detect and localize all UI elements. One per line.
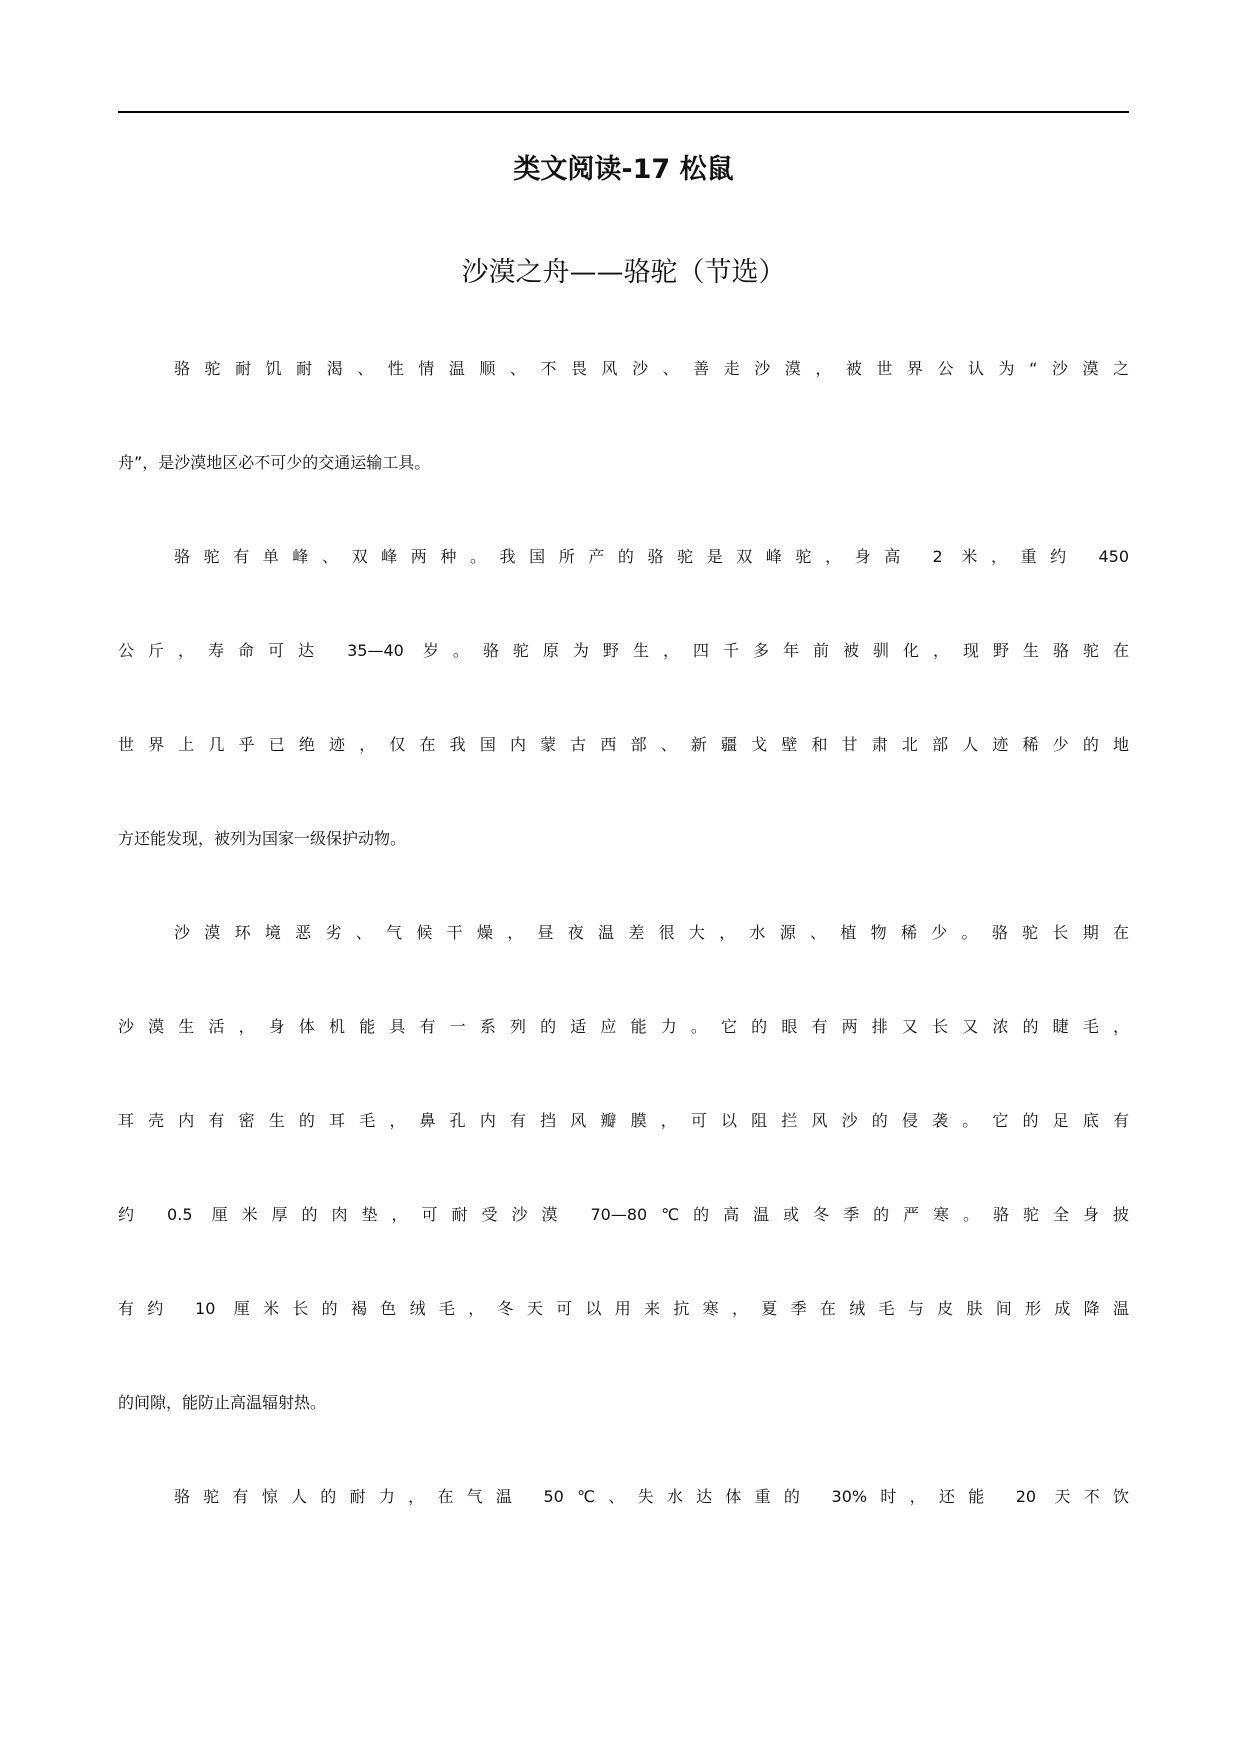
- paragraph: [118, 912, 1129, 1424]
- document-title: 类文阅读-17 松鼠: [513, 154, 734, 185]
- paragraph-line: 的间隙，能防止高温辐射热。: [118, 1393, 327, 1412]
- article-body: [118, 348, 1129, 1570]
- paragraph-line: 沙漠环境恶劣、气候干燥，昼夜温差很大，水源、植物稀少。骆驼长期在: [174, 923, 1129, 942]
- paragraph-line: 耳壳内有密生的耳毛，鼻孔内有挡风瓣膜，可以阻拦风沙的侵袭。它的足底有: [118, 1111, 1129, 1130]
- paragraph-line: 世界上几乎已绝迹，仅在我国内蒙古西部、新疆戈壁和甘肃北部人迹稀少的地: [118, 735, 1129, 754]
- paragraph-line: 公斤，寿命可达 35—40 岁。骆驼原为野生，四千多年前被驯化，现野生骆驼在: [118, 641, 1129, 660]
- paragraph-line: 约 0.5 厘米厚的肉垫，可耐受沙漠 70—80℃的高温或冬季的严寒。骆驼全身披: [118, 1205, 1129, 1224]
- header-rule: [118, 111, 1129, 113]
- paragraph: [118, 536, 1129, 860]
- paragraph-line: 有约 10 厘米长的褐色绒毛，冬天可以用来抗寒，夏季在绒毛与皮肤间形成降温: [118, 1299, 1129, 1318]
- paragraph: [118, 348, 1129, 484]
- paragraph-line: 沙漠生活，身体机能具有一系列的适应能力。它的眼有两排又长又浓的睫毛，: [118, 1017, 1129, 1036]
- paragraph-line: 骆驼有单峰、双峰两种。我国所产的骆驼是双峰驼，身高 2 米，重约 450: [174, 547, 1129, 566]
- paragraph-line: 方还能发现，被列为国家一级保护动物。: [118, 829, 407, 848]
- article-subtitle: 沙漠之舟——骆驼（节选）: [461, 257, 786, 288]
- paragraph-line: 舟”，是沙漠地区必不可少的交通运输工具。: [118, 453, 431, 472]
- paragraph: [118, 1476, 1129, 1518]
- paragraph-line: 骆驼有惊人的耐力，在气温 50℃、失水达体重的 30%时，还能 20 天不饮: [174, 1487, 1129, 1506]
- paragraph-line: 骆驼耐饥耐渴、性情温顺、不畏风沙、善走沙漠，被世界公认为“沙漠之: [174, 359, 1129, 378]
